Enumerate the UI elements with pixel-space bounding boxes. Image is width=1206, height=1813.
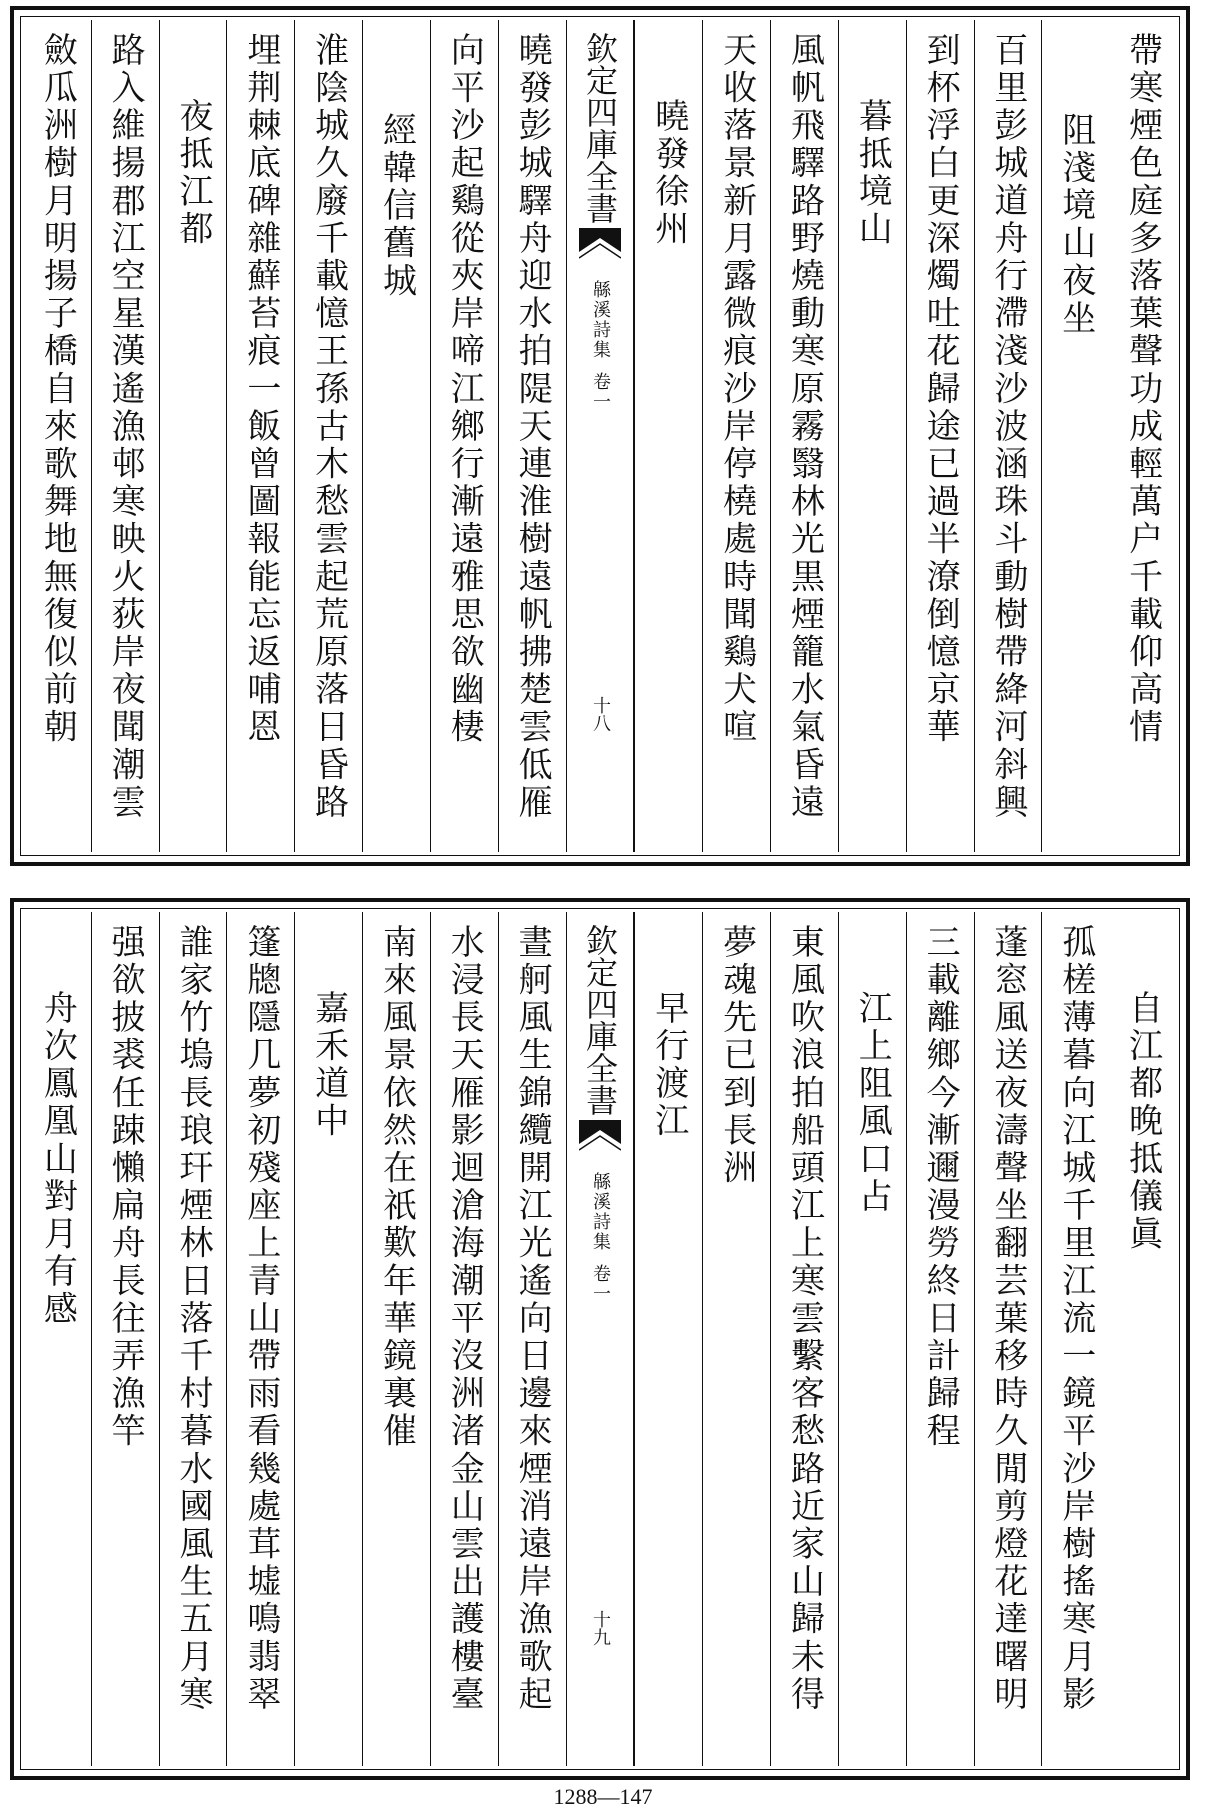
text-column [770,20,838,852]
text-column [770,912,838,1766]
text-column [430,20,498,852]
page-number: 十九 [589,1610,611,1646]
title-column [362,20,430,852]
columns-top [24,20,1176,852]
poem-line: 東風吹浪拍船頭江上寒雲繫客愁路近家山歸未得 [784,924,825,1714]
text-column [702,912,770,1766]
poem-line: 蓬窓風送夜濤聲坐翻芸葉移時久閒剪燈花達曙明 [987,924,1028,1714]
page-number: 十八 [589,696,611,732]
text-column [430,912,498,1766]
text-column [498,912,566,1766]
title-column [634,912,702,1766]
poem-title: 夜抵江都 [172,98,213,249]
title-column [24,912,91,1766]
collection-title: 欽定四庫全書 [580,924,619,1116]
text-column [226,20,294,852]
poem-title: 舟次鳳凰山對月有感 [37,990,78,1329]
text-column [91,20,159,852]
poem-line: 路入維揚郡江空星漢遙漁邨寒映火荻岸夜聞潮雲 [105,32,146,822]
poem-line: 誰家竹塢長琅玕煙林日落千村暮水國風生五月寒 [172,924,213,1714]
poem-title: 曉發徐州 [648,98,689,249]
poem-line: 孤槎薄暮向江城千里江流一鏡平沙岸樹搖寒月影 [1055,924,1096,1714]
book-volume: 卷一 [589,1264,611,1304]
poem-line: 埋荆棘底碑雜蘚苔痕一飯曾圖報能忘返哺恩 [240,32,281,747]
text-column [159,912,227,1766]
book-name: 緜溪詩集 [589,280,611,360]
text-column [362,912,430,1766]
poem-line: 斂瓜洲樹月明揚子橋自來歌舞地無復似前朝 [37,32,78,747]
center-fold-column [566,20,635,852]
poem-line: 晝舸風生錦纜開江光遙向日邊來煙消遠岸漁歌起 [512,924,553,1714]
title-column [294,912,362,1766]
title-column [1109,912,1176,1766]
poem-line: 淮陰城久廢千載憶王孫古木愁雲起荒原落日昏路 [308,32,349,822]
poem-line: 水浸長天雁影迴滄海潮平沒洲渚金山雲出護樓臺 [444,924,485,1714]
poem-line: 帶寒煙色庭多落葉聲功成輕萬户千載仰高情 [1122,32,1163,747]
poem-line: 向平沙起鷄從夾岸啼江鄉行漸遠雅思欲幽棲 [444,32,485,747]
page-panel-top [10,6,1190,866]
poem-title: 早行渡江 [648,990,689,1141]
text-column [974,20,1042,852]
text-column [226,912,294,1766]
title-column [159,20,227,852]
poem-line: 百里彭城道舟行滯淺沙波涵珠斗動樹帶絳河斜興 [987,32,1028,822]
title-column [838,912,906,1766]
poem-line: 南來風景依然在祇歎年華鏡裏催 [376,924,417,1451]
columns-bottom [24,912,1176,1766]
poem-line: 曉發彭城驛舟迎水拍隄天連淮樹遠帆拂楚雲低雁 [512,32,553,822]
text-column [702,20,770,852]
book-volume: 卷一 [589,372,611,412]
poem-line: 風帆飛驛路野燒動寒原霧翳林光黒煙籠水氣昏遠 [784,32,825,822]
poem-line: 天收落景新月露微痕沙岸停橈處時聞鷄犬喧 [716,32,757,747]
poem-title: 阻淺境山夜坐 [1055,112,1096,338]
poem-title: 暮抵境山 [852,98,893,249]
poem-title: 自江都晚抵儀眞 [1122,990,1163,1254]
poem-line: 到杯浮白更深燭吐花歸途已過半潦倒憶京華 [920,32,961,747]
poem-title: 經韓信舊城 [376,112,417,300]
title-column [1041,20,1109,852]
poem-line: 篷牕隱几夢初殘座上青山帶雨看幾處茸墟鳴翡翠 [240,924,281,1714]
collection-title: 欽定四庫全書 [580,32,619,224]
text-column [91,912,159,1766]
text-column [1109,20,1176,852]
text-column [294,20,362,852]
fishtail-mark-icon [579,228,621,268]
title-column [838,20,906,852]
text-column [974,912,1042,1766]
title-column [634,20,702,852]
poem-line: 三載離鄉今漸邇漫勞終日計歸程 [920,924,961,1451]
poem-title: 江上阻風口占 [852,990,893,1216]
text-column [498,20,566,852]
fishtail-mark-icon [579,1120,621,1160]
poem-title: 嘉禾道中 [308,990,349,1141]
page-footer-number: 1288—147 [553,1784,653,1809]
center-fold-column [566,912,635,1766]
page-panel-bottom [10,898,1190,1780]
text-column [906,912,974,1766]
book-name: 緜溪詩集 [589,1172,611,1252]
text-column [1041,912,1109,1766]
text-column [906,20,974,852]
text-column [24,20,91,852]
poem-line: 强欲披裘任踈懶扁舟長往弄漁竿 [105,924,146,1451]
poem-line: 夢魂先已到長洲 [716,924,757,1188]
